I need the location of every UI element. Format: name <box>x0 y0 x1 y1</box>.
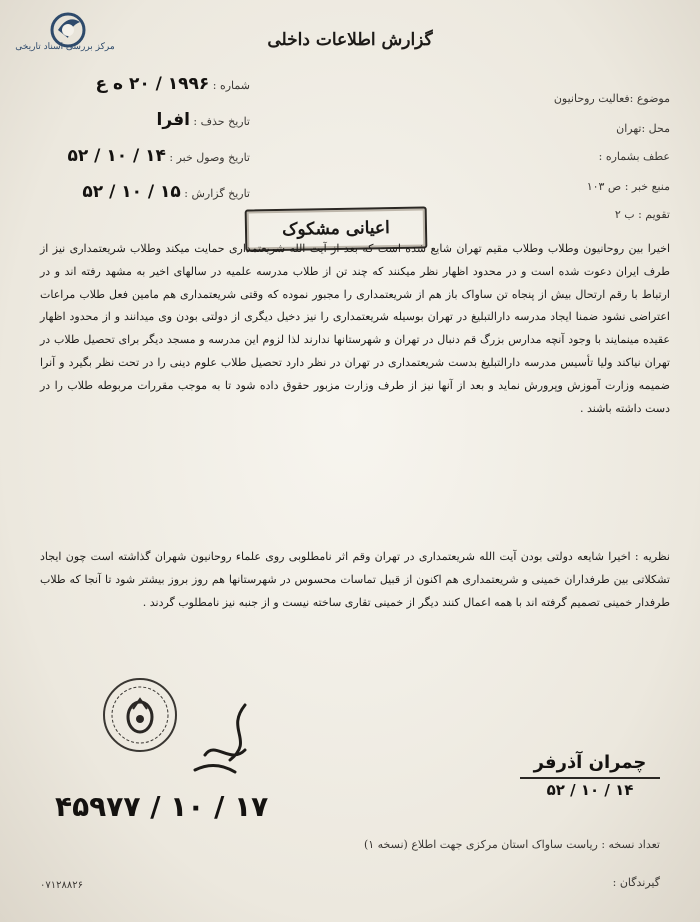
signature-block <box>520 752 660 799</box>
watermark-text: مرکز بررسی اسناد تاریخی <box>15 42 115 52</box>
scribble-signature-icon <box>185 700 265 780</box>
document-title: گزارش اطلاعات داخلی <box>267 30 433 50</box>
meta-attachment: عطف بشماره : <box>598 150 670 163</box>
meta-received-date-label: تاریخ وصول خبر <box>176 151 250 164</box>
meta-sent-date-label: تاریخ حذف <box>200 115 250 128</box>
meta-evaluation: تقویم : ب ۲ <box>614 208 670 221</box>
footer-recipients: گیرندگان : <box>612 876 660 889</box>
meta-received-date-value: ۱۴ / ۱۰ / ۵۲ <box>67 146 166 166</box>
handwritten-file-number <box>55 782 315 842</box>
signature-date: ۱۴ / ۱۰ / ۵۲ <box>520 777 660 799</box>
meta-report-date: تاریخ گزارش : ۱۵ / ۱۰ / ۵۲ <box>82 182 250 202</box>
meta-report-date-label: تاریخ گزارش <box>191 187 250 200</box>
meta-location: محل :تهران <box>616 122 670 135</box>
archive-logo-icon <box>10 8 130 64</box>
meta-number-value: ۱۹۹۶ / ۲۰ ه ع <box>95 74 210 94</box>
body-paragraph-2: نظریه : اخیرا شایعه دولتی بودن آیت الله شریعتمداری در تهران وقم اثر نامطلوبی روی علماء روحانیون شهران گذاشته است چون ایجاد تشکلاتی بین طرفداران خمینی و شریعتمداری هم اکنون از قبیل تماسات محسوس در شهرستانها هم روز بروز بیشتر شود تا آنجا که طلاب طرفدار خمینی تصمیم گرفته اند با همه اعمال کنند دیگر از خمینی تقاری ساخته نیست و از جنبه نیز نامطلوب گردند . <box>40 550 670 609</box>
document-serial: ۰۷۱۲۸۸۲۶ <box>40 880 83 891</box>
meta-subject: موضوع :فعالیت روحانیون <box>553 92 670 105</box>
classification-stamp: اعیانی مشکوک <box>245 206 428 251</box>
meta-sent-date: تاریخ حذف : افرا <box>156 110 250 130</box>
meta-source: منبع خبر : ص ۱۰۳ <box>586 180 670 193</box>
body-paragraph-1: اخیرا بین روحانیون وطلاب وطلاب مقیم تهران شایع شده است که بعد از آیت الله شریعتمداری حمایت میکند وطلاب شریعتمداری نیز از طرف ایران دعوت شده است و در محدود اظهار نظر میکنند که چند تن از طلاب مدرسه علمیه در سالهای اخیر به مشهد رفته اند و در ارتباط با رقم ارتحال بیش از پنجاه تن ساواک باز هم از شریعتمداری را مجبور نموده که وقتی شریعتمداری هم مامین فعل طلاب مراعات اعتراضی نشود ضمنا ایجاد مدرسه دارالتبلیغ در تهران بوسیله شریعتمداری را نیز دخیل دیگری از دولتی بودن وی میدانند و از محدود اظهار عقیده مینمایند با وجود آنچه مدارس بزرگ قم دنبال در تهران و شهرستانها ندارند لذا لزوم این مدرسه و مسجد دیگر برای تحصیل طلاب در تهران نیاکند ولیا تأسیس مدرسه دارالتبلیغ بدست شریعتمداری در تهران در نظر دارد تحصیل طلاب علوم دینی را در تحت نظر بگیرد و آنرا ضمیمه وزارت آموزش وپرورش نماید و بعد از آنها نیز از طرف وزارت مزبور حقوق داده شود تا به موجب مقررات مربوطه طلاب را در دست داشته باشند . <box>40 242 670 415</box>
meta-report-date-value: ۱۵ / ۱۰ / ۵۲ <box>82 182 181 202</box>
meta-received-date: تاریخ وصول خبر : ۱۴ / ۱۰ / ۵۲ <box>67 146 250 166</box>
meta-number-label: شماره <box>219 79 250 92</box>
meta-sent-date-value: افرا <box>156 110 190 130</box>
footer-copies: تعداد نسخه : ریاست ساواک استان مرکزی جهت اطلاع (نسخه ۱) <box>363 838 660 851</box>
round-seal-icon <box>100 675 180 755</box>
handwritten-file-number-text: ۴۵۹۷۷ / ۱۰ / ۱۷ <box>55 790 269 823</box>
meta-number: شماره : ۱۹۹۶ / ۲۰ ه ع <box>95 74 250 94</box>
signature-name: چمران آذرفر <box>533 752 647 773</box>
